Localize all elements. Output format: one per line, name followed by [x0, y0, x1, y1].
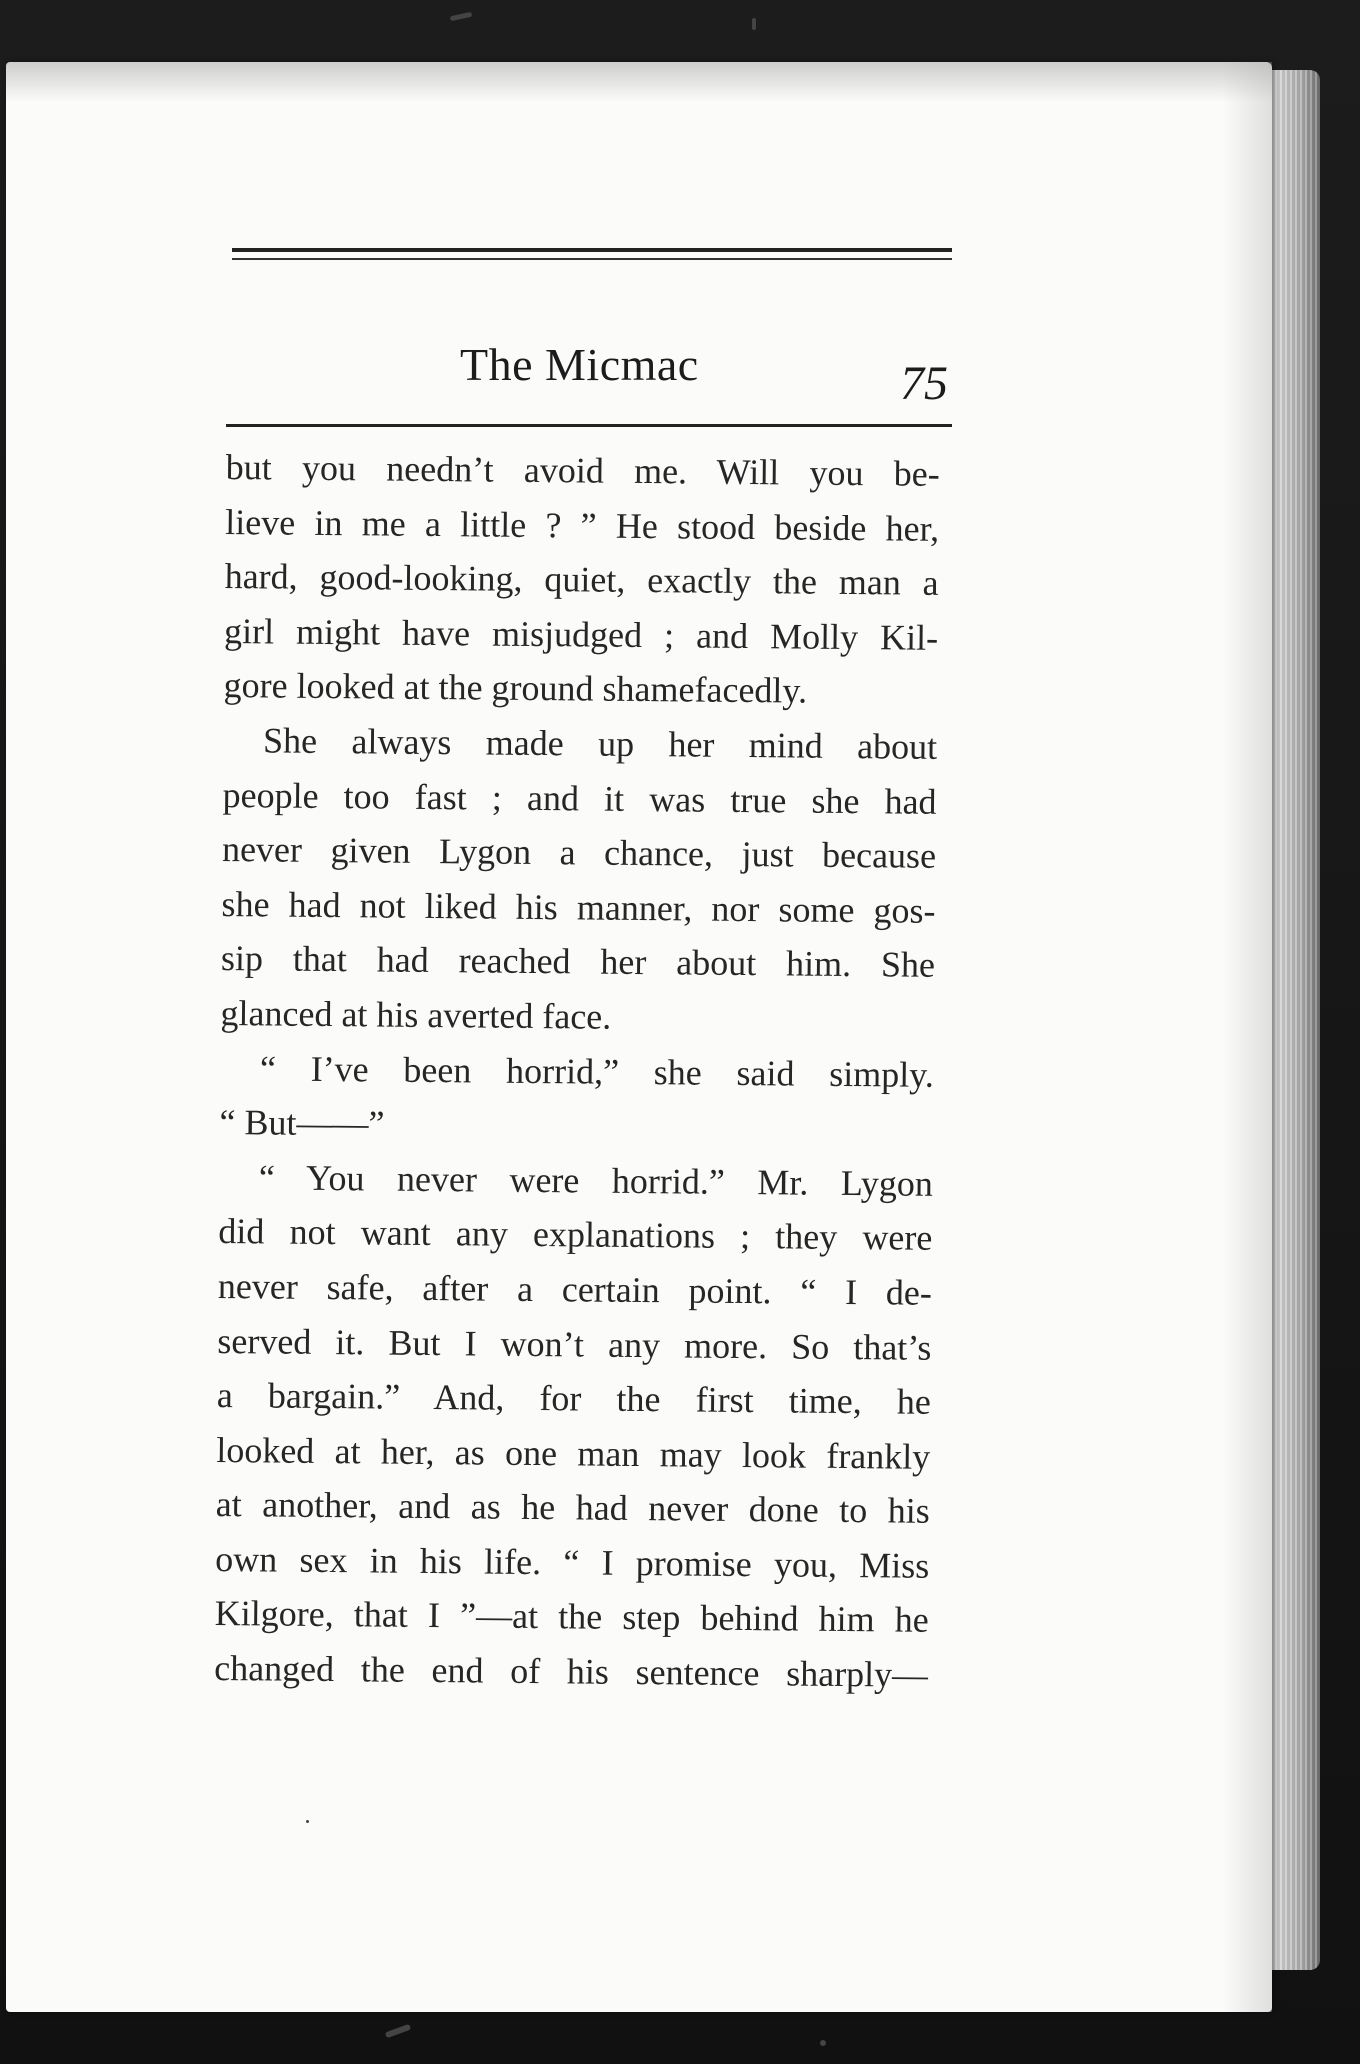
page-top-shadow — [6, 62, 1272, 102]
text-line: hard, good-looking, quiet, exactly the man a — [224, 556, 939, 604]
header-rule-thin — [232, 258, 952, 260]
text-line: She always made up her mind about — [262, 720, 938, 767]
text-line: at another, and as he had never done to his — [215, 1484, 930, 1532]
text-line: never safe, after a certain point. “ I de- — [217, 1265, 933, 1313]
text-line: glanced at his averted face. — [220, 992, 612, 1037]
text-line: looked at her, as one man may look frankly — [216, 1429, 931, 1477]
page-gutter-shadow — [1222, 62, 1272, 2012]
text-line: Kilgore, that I ”—at the step behind him he — [214, 1593, 929, 1641]
text-line: girl might have misjudged ; and Molly Kil- — [223, 610, 939, 658]
text-line: but you needn’t avoid me. Will you be- — [225, 446, 940, 494]
text-line: “ But——” — [219, 1102, 385, 1144]
text-line: “ You never were horrid.” Mr. Lygon — [258, 1157, 934, 1204]
text-line: sip that had reached her about him. She — [220, 938, 936, 986]
text-line: she had not liked his manner, nor some gos- — [221, 883, 936, 931]
body-text — [214, 440, 940, 1702]
text-line: never given Lygon a chance, just because — [221, 829, 937, 876]
text-line: gore looked at the ground shamefacedly. — [223, 665, 808, 711]
text-line: people too fast ; and it was true she had — [222, 774, 937, 822]
header-rule-thick — [232, 248, 952, 252]
text-line: “ I’ve been horrid,” she said simply. — [259, 1047, 935, 1095]
running-title: The Micmac — [460, 339, 699, 390]
text-line: own sex in his life. “ I promise you, Miss — [215, 1538, 930, 1586]
page-number: 75 — [900, 357, 948, 410]
text-line: a bargain.” And, for the first time, he — [216, 1375, 931, 1422]
text-line: served it. But I won’t any more. So that’s — [217, 1320, 932, 1368]
header-underline-rule — [226, 424, 952, 427]
text-line: did not want any explanations ; they were — [218, 1211, 933, 1259]
text-line: lieve in me a little ? ” He stood beside her, — [225, 501, 940, 549]
text-line: changed the end of his sentence sharply— — [214, 1648, 929, 1695]
